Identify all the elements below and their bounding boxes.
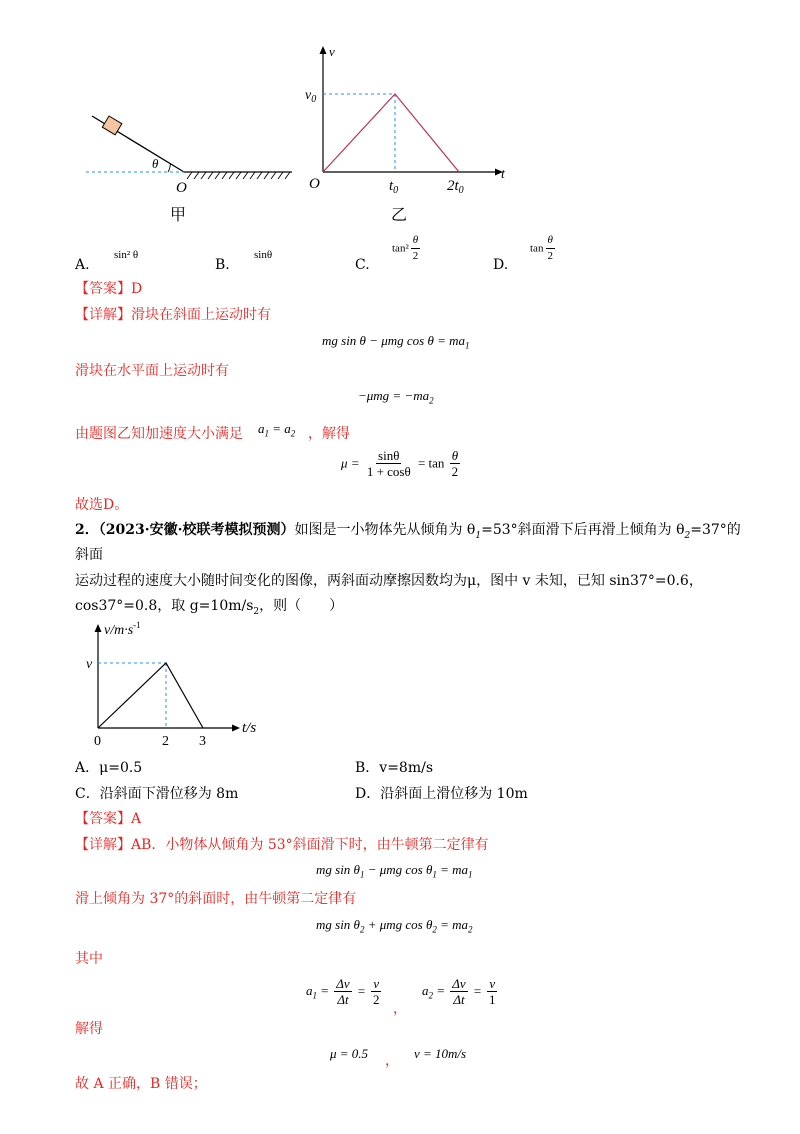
origin-label-2: O (309, 176, 320, 192)
q1-option-a-letter: A. (75, 257, 90, 273)
figure-vt-graph-2 (82, 616, 282, 748)
q2-answer: 【答案】A (75, 811, 142, 827)
q2-stem-line-1: 2．（2023·安徽·校联考模拟预测）如图是一小物体先从倾角为 $\theta_1=53^\circ$斜面滑下后再滑上倾角为 $\theta_2=37^\circ$的 (75, 522, 741, 541)
q2-equation-3a: $a_1$ = $\frac{\Delta v}{\Delta t}$ = $\frac{v}{2}$ (306, 976, 380, 1007)
theta-label: θ (152, 156, 159, 171)
fig2-tick-0: 0 (94, 734, 101, 748)
q1-line-2: 滑块在水平面上运动时有 (75, 363, 229, 379)
q2-option-a: A．μ=0.5 (75, 760, 143, 776)
q2-conclusion: 故 A 正确，B 错误； (75, 1076, 207, 1092)
fig2-x-axis-label: t/s (242, 720, 257, 736)
q2-option-d: D．沿斜面上滑位移为 10m (355, 786, 528, 802)
t0-label: $t_0$ (389, 178, 399, 196)
figure-vt-graph-1 (305, 42, 520, 227)
q2-equation-3b: $a_2$ = $\frac{\Delta v}{\Delta t}$ = $\frac{v}{1}$ (422, 976, 496, 1007)
q2-equation-4a: μ = 0.5 (330, 1046, 369, 1061)
q2-line-3: 其中 (75, 951, 103, 967)
q1-option-d-letter: D. (493, 257, 509, 273)
q2-detail-intro: 【详解】AB．小物体从倾角为 53°斜面滑下时，由牛顿第二定律有 (75, 837, 489, 853)
q1-conclusion: 故选D。 (75, 497, 129, 513)
fig2-v-label: v (86, 657, 93, 672)
v0-label: $v_0$ (305, 88, 317, 105)
origin-label: O (176, 180, 187, 196)
q2-equation-4b: v = 10m/s (414, 1046, 467, 1061)
q2-stem-line-4: cos37°=0.8，取 $g=10m/s_2$，则（ ） (75, 598, 344, 617)
q1-answer: 【答案】D (75, 281, 143, 297)
fig2-tick-2: 2 (162, 734, 169, 748)
q1-line-3: 由题图乙知加速度大小满足 (75, 426, 243, 442)
q1-equation-3: μ = $\frac{\sin\theta}{1 + \cos\theta}$ = tan $\frac{\theta}{2}$ (341, 448, 459, 479)
figure-label-yi: 乙 (391, 207, 408, 224)
q2-stem-line-2: 斜面 (75, 547, 103, 563)
q1-detail-intro: 【详解】滑块在斜面上运动时有 (75, 307, 271, 323)
q1-option-d-expr: tan $\frac{\theta}{2}$ (530, 234, 553, 262)
fig2-tick-3: 3 (199, 734, 206, 748)
q2-option-b: B．v=8m/s (355, 760, 434, 776)
q2-stem-line-3: 运动过程的速度大小随时间变化的图像，两斜面动摩擦因数均为μ，图中 v 未知，已知 sin37°=0.6， (75, 573, 703, 589)
q2-equation-2: mg $\sin \theta_2 + \mu mg$ $\cos \theta_2 = ma_2$ (316, 917, 473, 935)
fig2-y-axis-label: $v/m\cdot s^{-1}$ (104, 620, 141, 638)
two-t0-label: $2t_0$ (447, 178, 464, 196)
t-axis-label: t (501, 167, 505, 182)
q2-equation-4-comma: ， (385, 1053, 399, 1069)
q2-option-c: C．沿斜面下滑位移为 8m (75, 786, 239, 802)
q1-line-3-tail: ，解得 (308, 426, 350, 442)
q1-equation-1: mg sin θ − μmg $\cos \theta = ma_1$ (322, 333, 470, 351)
q1-line-3-equation: $a_1 = a_2$ (258, 421, 296, 439)
q2-line-4: 解得 (75, 1021, 103, 1037)
figure-incline (80, 100, 300, 225)
q1-option-b-expr: sinθ (254, 249, 273, 261)
q1-equation-2: $-\mu mg = -ma_2$ (358, 388, 434, 406)
q1-option-c-expr: tan² $\frac{\theta}{2}$ (392, 234, 419, 262)
q1-option-c-letter: C. (355, 257, 370, 273)
figure-label-jia: 甲 (170, 207, 187, 224)
q1-option-a-expr: sin² θ (114, 249, 139, 261)
q1-option-b-letter: B. (215, 257, 230, 273)
q2-line-2: 滑上倾角为 37°的斜面时，由牛顿第二定律有 (75, 891, 357, 907)
q2-equation-3-comma: ， (393, 1001, 407, 1017)
q2-equation-1: mg $\sin \theta_1 - \mu mg$ $\cos \theta_1 = ma_1$ (316, 862, 473, 880)
v-axis-label: v (329, 44, 335, 59)
